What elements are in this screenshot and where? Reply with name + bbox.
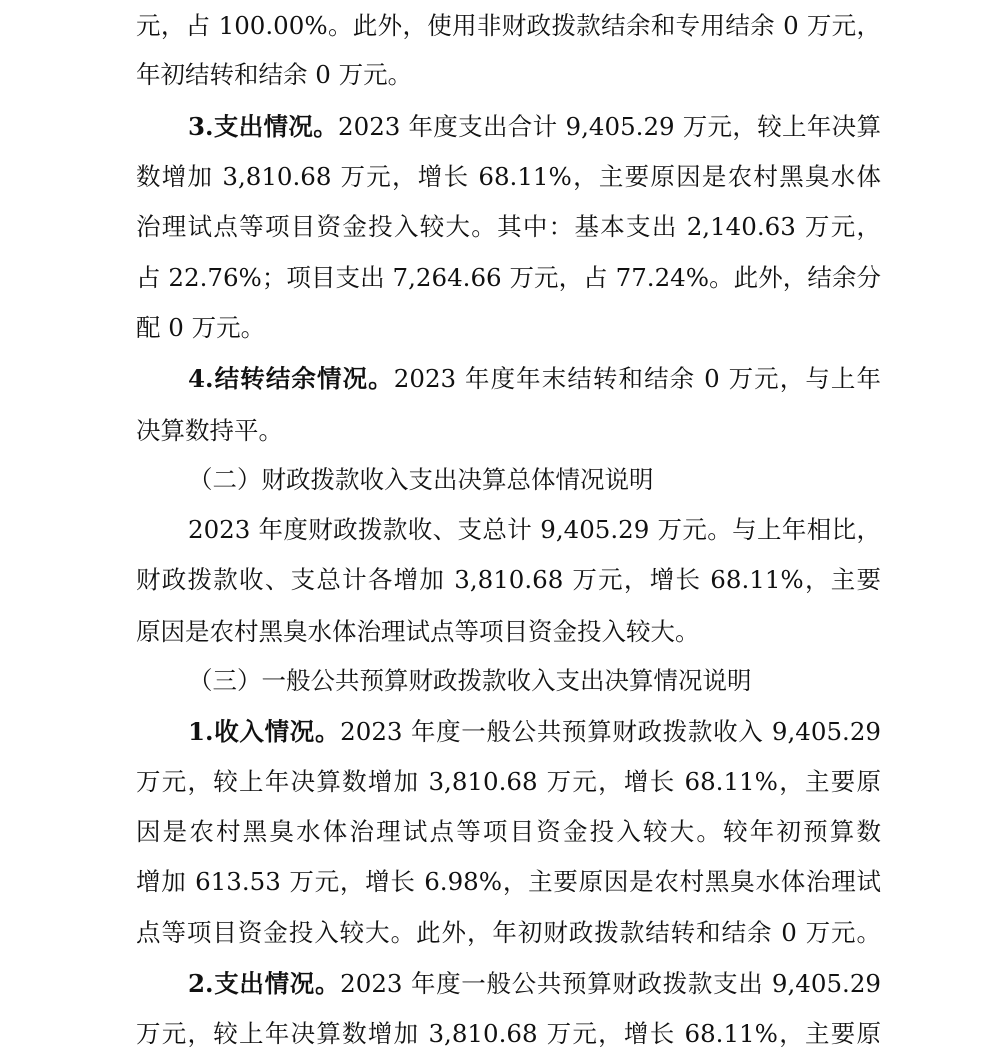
paragraph-line <box>136 617 881 646</box>
line-text: （二）财政拨款收入支出决算总体情况说明 <box>188 465 654 494</box>
paragraph-line <box>136 263 881 292</box>
paragraph-line <box>136 313 881 342</box>
line-text: 2023 年度支出合计 9,405.29 万元，较上年决算 <box>338 112 881 141</box>
paragraph-line <box>136 1019 881 1048</box>
paragraph-line <box>136 867 881 896</box>
line-text: 2023 年度财政拨款收、支总计 9,405.29 万元。与上年相比， <box>188 515 881 544</box>
paragraph-line <box>136 60 881 89</box>
paragraph-line <box>188 364 882 393</box>
section-heading: 4.结转结余情况。 <box>188 364 394 393</box>
line-text: 年初结转和结余 0 万元。 <box>136 60 413 89</box>
subsection-heading <box>188 666 752 695</box>
paragraph-line <box>136 162 881 191</box>
paragraph-line <box>188 112 881 141</box>
section-heading: 1.收入情况。 <box>188 717 341 746</box>
line-text: 因是农村黑臭水体治理试点等项目资金投入较大。较年初预算数 <box>136 817 881 846</box>
line-text: 2023 年度年末结转和结余 0 万元，与上年 <box>393 364 882 393</box>
paragraph-line <box>188 969 881 998</box>
line-text: 财政拨款收、支总计各增加 3,810.68 万元，增长 68.11%，主要 <box>136 565 881 594</box>
line-text: 点等项目资金投入较大。此外，年初财政拨款结转和结余 0 万元。 <box>136 918 881 947</box>
line-text: 原因是农村黑臭水体治理试点等项目资金投入较大。 <box>136 617 700 646</box>
section-heading: 3.支出情况。 <box>188 112 339 141</box>
paragraph-line <box>136 767 881 796</box>
paragraph-line <box>136 565 881 594</box>
paragraph-line <box>188 717 881 746</box>
line-text: 2023 年度一般公共预算财政拨款支出 9,405.29 <box>340 969 881 998</box>
line-text: 万元，较上年决算数增加 3,810.68 万元，增长 68.11%，主要原 <box>136 767 881 796</box>
line-text: 占 22.76%；项目支出 7,264.66 万元，占 77.24%。此外，结余分 <box>136 263 881 292</box>
paragraph-line <box>136 817 881 846</box>
line-text: （三）一般公共预算财政拨款收入支出决算情况说明 <box>188 666 752 695</box>
line-text: 2023 年度一般公共预算财政拨款收入 9,405.29 <box>340 717 881 746</box>
line-text: 配 0 万元。 <box>136 313 266 342</box>
paragraph-line <box>136 11 881 40</box>
line-text: 决算数持平。 <box>136 416 283 445</box>
paragraph-line <box>136 918 881 947</box>
line-text: 治理试点等项目资金投入较大。其中：基本支出 2,140.63 万元， <box>136 212 881 241</box>
line-text: 数增加 3,810.68 万元，增长 68.11%，主要原因是农村黑臭水体 <box>136 162 881 191</box>
line-text: 增加 613.53 万元，增长 6.98%，主要原因是农村黑臭水体治理试 <box>136 867 881 896</box>
subsection-heading <box>188 465 654 494</box>
line-text: 元，占 100.00%。此外，使用非财政拨款结余和专用结余 0 万元， <box>136 11 881 40</box>
paragraph-line <box>188 515 881 544</box>
paragraph-line <box>136 416 881 445</box>
line-text: 万元，较上年决算数增加 3,810.68 万元，增长 68.11%，主要原 <box>136 1019 881 1048</box>
section-heading: 2.支出情况。 <box>188 969 341 998</box>
paragraph-line <box>136 212 881 241</box>
